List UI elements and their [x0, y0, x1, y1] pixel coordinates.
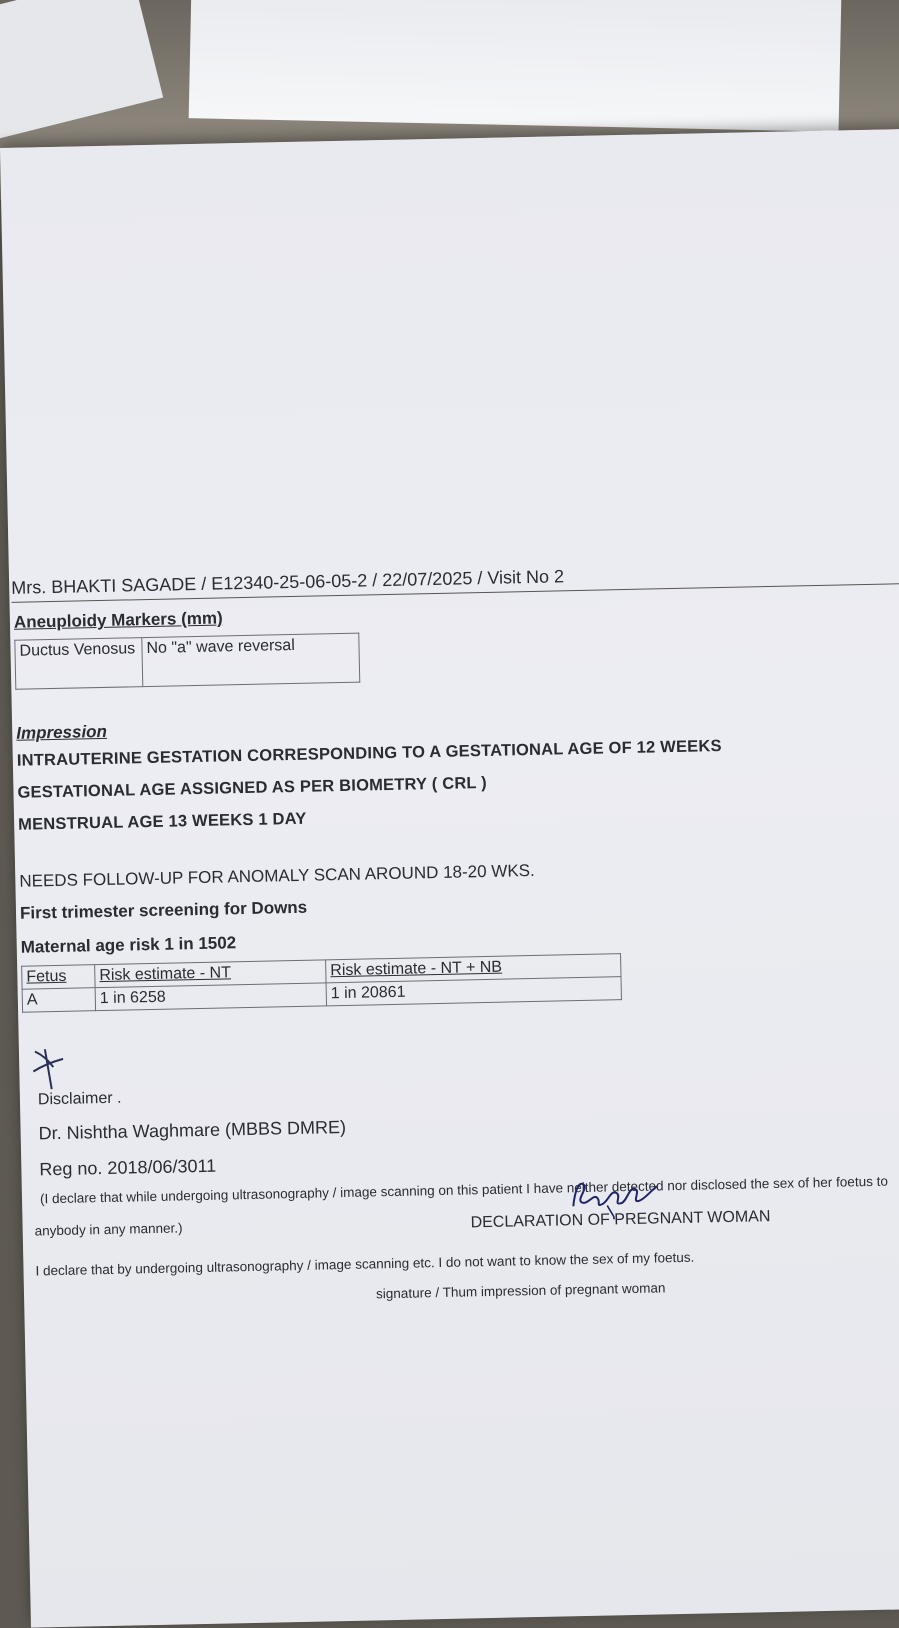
- signature-label: signature / Thum impression of pregnant woman: [375, 1280, 666, 1302]
- doctor-name: Dr. Nishtha Waghmare (MBBS DMRE): [38, 1116, 347, 1144]
- doctor-reg: Reg no. 2018/06/3011: [39, 1155, 217, 1180]
- table-row: [15, 633, 360, 689]
- doctor-declaration-1: (I declare that while undergoing ultrasonography / image scanning on this patient I have neither detected nor disclosed the sex of her foetus to: [39, 1173, 889, 1207]
- risk-nt-cell: 1 in 6258: [95, 983, 326, 1011]
- marker-cell: Ductus Venosus: [15, 638, 143, 690]
- report-sheet: [0, 129, 899, 1628]
- fetus-cell: A: [22, 988, 95, 1013]
- initials-mark-icon: [29, 1045, 70, 1092]
- disclaimer-label: Disclaimer .: [37, 1089, 122, 1109]
- maternal-risk: Maternal age risk 1 in 1502: [20, 933, 237, 957]
- aneuploidy-table: [14, 633, 360, 690]
- background-paper-top: [189, 0, 842, 132]
- impression-line-1: INTRAUTERINE GESTATION CORRESPONDING TO A GESTATIONAL AGE OF 12 WEEKS: [16, 737, 722, 770]
- header-risk-nt-nb: Risk estimate - NT + NB: [326, 954, 621, 983]
- header-risk-nt: Risk estimate - NT: [95, 960, 326, 988]
- risk-table: [21, 953, 622, 1013]
- impression-line-2: GESTATIONAL AGE ASSIGNED AS PER BIOMETRY ( CRL ): [17, 773, 488, 802]
- screening-title: First trimester screening for Downs: [19, 897, 308, 923]
- impression-title: Impression: [16, 721, 108, 743]
- pregnant-declaration-statement: I declare that by undergoing ultrasonography / image scanning etc. I do not want to know the sex of my foetus.: [35, 1249, 695, 1279]
- follow-up-note: NEEDS FOLLOW-UP FOR ANOMALY SCAN AROUND 18-20 WKS.: [19, 860, 535, 891]
- marker-value-cell: No "a" wave reversal: [142, 633, 360, 687]
- pregnant-declaration-title: DECLARATION OF PREGNANT WOMAN: [470, 1208, 771, 1232]
- impression-line-3: MENSTRUAL AGE 13 WEEKS 1 DAY: [17, 809, 307, 834]
- aneuploidy-title: Aneuploidy Markers (mm): [13, 608, 223, 632]
- header-fetus: Fetus: [22, 965, 95, 990]
- doctor-declaration-2: anybody in any manner.): [34, 1220, 183, 1239]
- patient-header: Mrs. BHAKTI SAGADE / E12340-25-06-05-2 / 22/07/2025 / Visit No 2: [11, 559, 899, 603]
- risk-nt-nb-cell: 1 in 20861: [326, 977, 621, 1006]
